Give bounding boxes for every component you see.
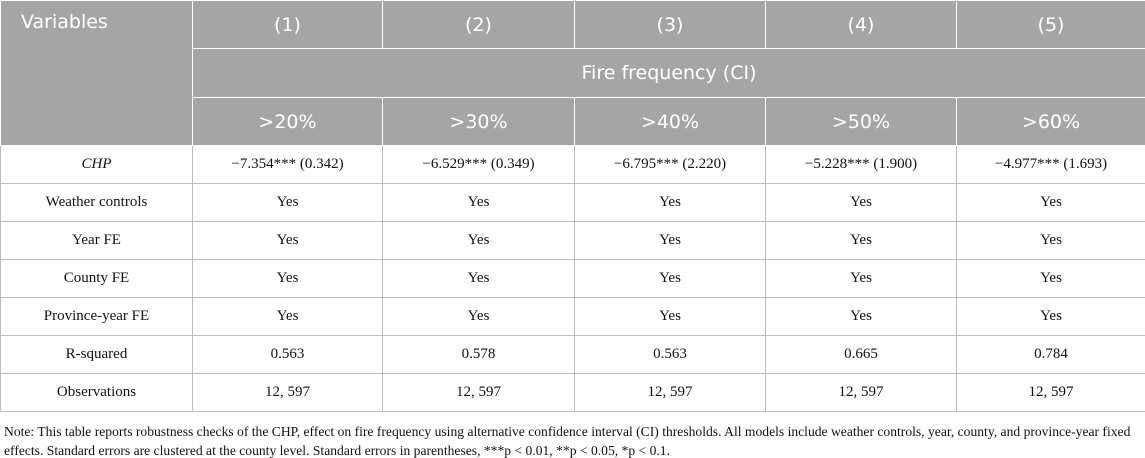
table-cell: Yes: [383, 184, 575, 222]
threshold-header-3: >40%: [575, 98, 766, 146]
table-cell: −4.977*** (1.693): [957, 146, 1145, 184]
table-cell: −5.228*** (1.900): [766, 146, 957, 184]
row-label-r-squared: R-squared: [1, 336, 193, 374]
table-cell: 12, 597: [957, 374, 1145, 412]
table-cell: Yes: [575, 184, 766, 222]
table-cell: Yes: [957, 184, 1145, 222]
table-cell: 12, 597: [575, 374, 766, 412]
table-cell: 12, 597: [193, 374, 383, 412]
table-cell: Yes: [575, 298, 766, 336]
table-cell: Yes: [957, 298, 1145, 336]
table-row: [1, 374, 1145, 412]
table-cell: Yes: [193, 260, 383, 298]
table-cell: Yes: [383, 260, 575, 298]
table-cell: Yes: [193, 184, 383, 222]
row-label-province-year-fe: Province-year FE: [1, 298, 193, 336]
table-row: [1, 222, 1145, 260]
row-label-weather-controls: Weather controls: [1, 184, 193, 222]
table-cell: Yes: [766, 298, 957, 336]
table-row: [1, 146, 1145, 184]
table-cell: 0.578: [383, 336, 575, 374]
table-cell: Yes: [575, 222, 766, 260]
column-header-4: (4): [766, 1, 957, 49]
column-header-1: (1): [193, 1, 383, 49]
table-cell: Yes: [766, 222, 957, 260]
table-header: [1, 1, 1145, 146]
table-cell: 0.563: [575, 336, 766, 374]
threshold-header-4: >50%: [766, 98, 957, 146]
table-cell: −6.795*** (2.220): [575, 146, 766, 184]
column-header-5: (5): [957, 1, 1145, 49]
variables-header: Variables: [1, 1, 193, 146]
table-body: [1, 146, 1145, 412]
table-row: [1, 184, 1145, 222]
row-label-county-fe: County FE: [1, 260, 193, 298]
table-cell: Yes: [957, 260, 1145, 298]
table-row: [1, 260, 1145, 298]
table-cell: 12, 597: [383, 374, 575, 412]
table-row: [1, 336, 1145, 374]
header-row-columns: [1, 1, 1145, 49]
threshold-header-5: >60%: [957, 98, 1145, 146]
table-cell: Yes: [383, 298, 575, 336]
row-label-observations: Observations: [1, 374, 193, 412]
table-row: [1, 298, 1145, 336]
threshold-header-1: >20%: [193, 98, 383, 146]
table-cell: 12, 597: [766, 374, 957, 412]
table-cell: 0.784: [957, 336, 1145, 374]
table-cell: Yes: [383, 222, 575, 260]
threshold-header-2: >30%: [383, 98, 575, 146]
row-label-chp: CHP: [1, 146, 193, 184]
row-label-year-fe: Year FE: [1, 222, 193, 260]
column-header-3: (3): [575, 1, 766, 49]
table-cell: Yes: [766, 260, 957, 298]
table-cell: −7.354*** (0.342): [193, 146, 383, 184]
table-cell: 0.665: [766, 336, 957, 374]
table-cell: Yes: [193, 298, 383, 336]
column-header-2: (2): [383, 1, 575, 49]
table-cell: Yes: [766, 184, 957, 222]
group-header-fire-frequency: Fire frequency (CI): [193, 49, 1145, 98]
table-cell: −6.529*** (0.349): [383, 146, 575, 184]
table-cell: Yes: [193, 222, 383, 260]
table-cell: 0.563: [193, 336, 383, 374]
table-cell: Yes: [957, 222, 1145, 260]
table-cell: Yes: [575, 260, 766, 298]
table-note: Note: This table reports robustness checks of the CHP, effect on fire frequency using alternative confidence interval (CI) thresholds. All models include weather controls, year, county, and province-year fixed effects. Standard errors are clustered at the county level. Standard errors in parentheses, ***p < 0.01, **p < 0.05, *p < 0.1.: [4, 424, 1131, 458]
